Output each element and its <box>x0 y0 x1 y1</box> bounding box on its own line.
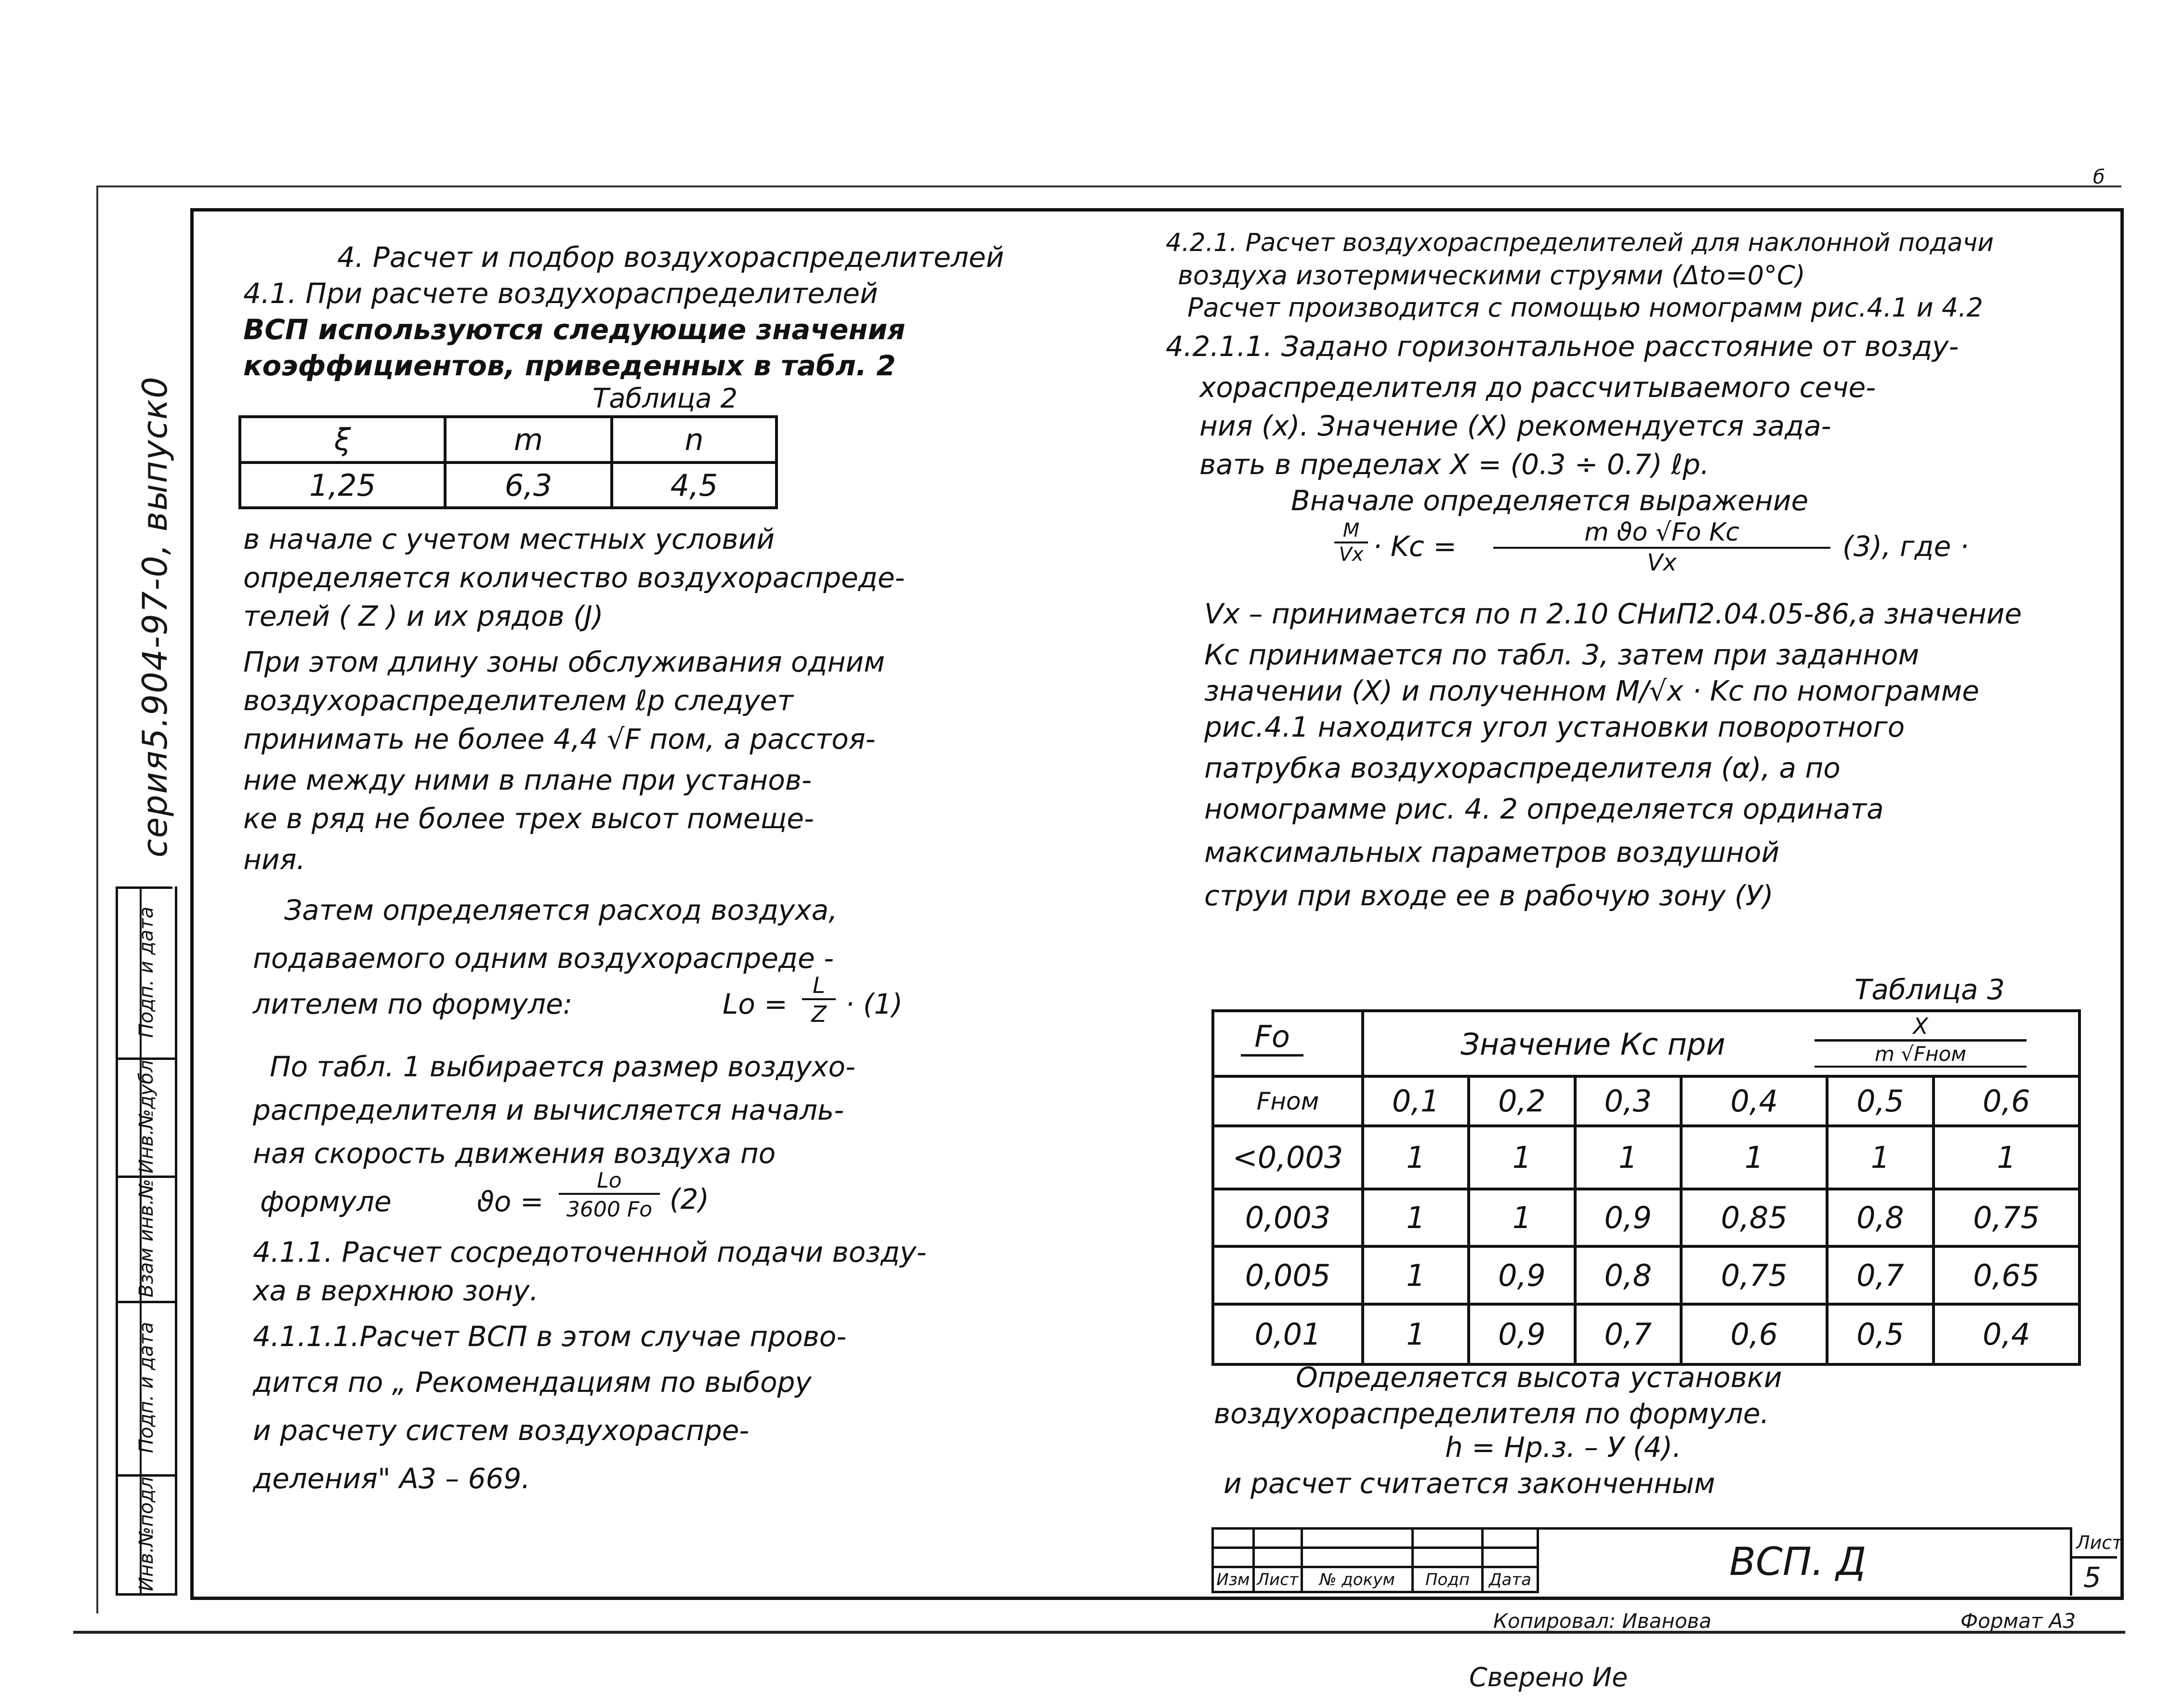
left-line-5: в начале с учетом местных условий <box>243 523 775 555</box>
table3-cell: 0,9 <box>1575 1189 1681 1247</box>
side-stamp-dup-no: Инв.№дубл <box>116 1057 177 1178</box>
table3-col-3: 0,3 <box>1575 1076 1681 1126</box>
left-line-6: определяется количество воздухораспреде- <box>243 561 905 594</box>
footer-format: Формат А3 <box>1960 1609 2076 1633</box>
table3-row-label: <0,003 <box>1213 1126 1363 1189</box>
right-line-3: Расчет производится с помощью номограмм рис.4.1 и 4.2 <box>1187 292 1983 323</box>
title-block-sheet-label: Лист <box>2076 1532 2123 1553</box>
right-line-1: 4.2.1. Расчет воздухораспределителей для наклонной подачи <box>1166 228 1994 257</box>
table2-header-m: m <box>445 417 612 463</box>
table3-cell: 1 <box>1575 1126 1681 1189</box>
table3-header-frac-den: m √Fном <box>1815 1042 2026 1068</box>
table2 <box>238 415 778 509</box>
table3-row-label: 0,01 <box>1213 1304 1363 1364</box>
table3-row-label: 0,005 <box>1213 1246 1363 1304</box>
right-line-10: Кс принимается по табл. 3, затем при заданном <box>1204 638 1920 671</box>
left-line-21: 4.1.1. Расчет сосредоточенной подачи возду- <box>253 1236 927 1269</box>
table3-header-frac-num: X <box>1815 1013 2026 1042</box>
right-line-2: воздуха изотермическими струями (Δtо=0°C) <box>1178 260 1805 291</box>
left-line-24: дится по „ Рекомендациям по выбору <box>253 1366 812 1399</box>
table3-cell: 0,65 <box>1934 1246 2079 1304</box>
right-line-14: номограмме рис. 4. 2 определяется ордината <box>1204 793 1884 825</box>
right-line-9: Vx – принимается по п 2.10 СНиП2.04.05-86,а значение <box>1204 597 2022 630</box>
table3-header <box>1363 1011 2079 1076</box>
formula3-lhs-denominator: Vx <box>1339 543 1364 566</box>
left-line-1: 4. Расчет и подбор воздухораспределителей <box>337 241 1004 274</box>
table3-cell: 0,7 <box>1827 1246 1933 1304</box>
formula2-numerator: Lо <box>559 1168 660 1195</box>
formula3-tag: (3), где · <box>1842 530 1969 563</box>
table3-corner-den: Fном <box>1213 1076 1363 1126</box>
right-line-12: рис.4.1 находится угол установки поворотного <box>1204 711 1905 743</box>
table2-header-n: n <box>612 417 776 463</box>
formula1-lhs: Lо = <box>723 988 788 1020</box>
table3-col-5: 0,5 <box>1827 1076 1933 1126</box>
right-line-17: Определяется высота установки <box>1296 1361 1782 1394</box>
table3-cell: 0,6 <box>1681 1304 1827 1364</box>
right-line-5: хораспределителя до рассчитываемого сече- <box>1199 371 1876 404</box>
formula1-denominator: Z <box>811 1001 827 1027</box>
left-line-15: подаваемого одним воздухораспреде - <box>253 942 834 975</box>
table-row <box>1213 1246 2079 1304</box>
table2-value-n: 4,5 <box>612 463 776 508</box>
formula1-numerator: L <box>802 972 836 1000</box>
table3-cell: 1 <box>1363 1304 1469 1364</box>
table3-cell: 0,7 <box>1575 1304 1681 1364</box>
left-line-2: 4.1. При расчете воздухораспределителей <box>243 277 878 310</box>
left-line-12: ке в ряд не более трех высот помеще- <box>243 802 814 835</box>
title-block-revisions <box>1211 1527 1539 1593</box>
left-line-13: ния. <box>243 843 305 876</box>
left-line-22: ха в верхнюю зону. <box>253 1274 539 1307</box>
right-line-8: Вначале определяется выражение <box>1291 484 1809 517</box>
left-line-20: формуле <box>260 1185 392 1218</box>
left-line-8: При этом длину зоны обслуживания одним <box>243 646 885 678</box>
right-line-20: и расчет считается законченным <box>1224 1467 1715 1500</box>
title-block-col-sign: Подп <box>1413 1567 1483 1592</box>
corner-mark: б <box>2093 166 2105 188</box>
table3-cell: 1 <box>1469 1189 1575 1247</box>
right-line-6: ния (x). Значение (X) рекомендуется зада- <box>1199 410 1831 442</box>
left-line-9: воздухораспределителем ℓр следует <box>243 684 794 717</box>
formula2-denominator: 3600 Fо <box>566 1197 653 1222</box>
table-row <box>1213 1304 2079 1364</box>
footer-copied-by: Копировал: Иванова <box>1493 1609 1712 1633</box>
left-line-17: По табл. 1 выбирается размер воздухо- <box>270 1050 855 1083</box>
table3-cell: 0,75 <box>1934 1189 2079 1247</box>
table2-caption: Таблица 2 <box>592 383 738 414</box>
left-line-11: ние между ними в плане при установ- <box>243 764 812 796</box>
table2-value-xi: 1,25 <box>240 463 445 508</box>
right-line-19: h = Hр.з. – У (4). <box>1445 1431 1682 1464</box>
formula2-lhs: ϑо = <box>477 1185 544 1218</box>
table3-cell: 0,8 <box>1827 1189 1933 1247</box>
formula1-tag: · (1) <box>845 988 903 1020</box>
left-line-7: телей ( Z ) и их рядов (J) <box>243 600 604 633</box>
side-stamp-orig-no: Инв.№подл <box>116 1474 177 1596</box>
table2-value-m: 6,3 <box>445 463 612 508</box>
table3-cell: 0,4 <box>1934 1304 2079 1364</box>
table-row <box>1213 1126 2079 1189</box>
formula3-numerator: m ϑо √Fо Kс <box>1493 518 1830 549</box>
table3-cell: 0,5 <box>1827 1304 1933 1364</box>
table3-cell: 0,9 <box>1469 1246 1575 1304</box>
bottom-rule <box>73 1631 2125 1634</box>
table3-cell: 0,9 <box>1469 1304 1575 1364</box>
table3-row-label: 0,003 <box>1213 1189 1363 1247</box>
table3-cell: 1 <box>1469 1126 1575 1189</box>
left-line-16: лителем по формуле: <box>253 988 573 1020</box>
left-line-26: деления" А3 – 669. <box>253 1462 530 1495</box>
right-line-15: максимальных параметров воздушной <box>1204 836 1780 869</box>
table3-cell: 1 <box>1681 1126 1827 1189</box>
title-block-col-change: Изм <box>1213 1567 1254 1592</box>
right-line-16: струи при входе ее в рабочую зону (У) <box>1204 879 1774 912</box>
right-line-4: 4.2.1.1. Задано горизонтальное расстояние от возду- <box>1166 330 1959 363</box>
table3 <box>1211 1009 2081 1366</box>
table3-col-4: 0,4 <box>1681 1076 1827 1126</box>
table3-cell: 1 <box>1827 1126 1933 1189</box>
title-block-col-sheet: Лист <box>1254 1567 1302 1592</box>
table3-cell: 0,75 <box>1681 1246 1827 1304</box>
left-line-10: принимать не более 4,4 √F пом, а расстоя- <box>243 723 876 755</box>
formula3-denominator: Vx <box>1647 549 1677 576</box>
left-line-19: ная скорость движения воздуха по <box>253 1137 776 1170</box>
title-block-sheet-divider <box>2070 1556 2117 1559</box>
table2-header-xi: ξ <box>240 417 445 463</box>
table3-caption: Таблица 3 <box>1855 973 2005 1006</box>
formula3-lhs-mul: · Kс = <box>1373 530 1457 563</box>
left-line-25: и расчету систем воздухораспре- <box>253 1414 750 1447</box>
side-stamp-sign-date-2: Подп. и дата <box>116 886 177 1060</box>
left-line-3: ВСП используются следующие значения <box>243 313 906 346</box>
title-block-sheet-number: 5 <box>2083 1561 2101 1594</box>
side-stamp-sign-date: Подп. и дата <box>116 1301 177 1477</box>
table3-cell: 0,85 <box>1681 1189 1827 1247</box>
footer-checked: Сверено Ие <box>1469 1662 1628 1692</box>
table3-col-2: 0,2 <box>1469 1076 1575 1126</box>
left-line-14: Затем определяется расход воздуха, <box>284 894 838 926</box>
table3-cell: 1 <box>1363 1189 1469 1247</box>
formula3-lhs-numerator: M <box>1334 519 1368 543</box>
title-block-code: ВСП. Д <box>1729 1539 1867 1584</box>
series-vertical-label: серия5.904-97-0, выпуск0 <box>135 376 175 858</box>
formula2-tag: (2) <box>670 1183 710 1216</box>
table3-cell: 0,8 <box>1575 1246 1681 1304</box>
table3-corner <box>1213 1011 1363 1076</box>
right-line-11: значении (X) и полученном M/√x · Kс по номограмме <box>1204 674 1979 707</box>
table3-cell: 1 <box>1934 1126 2079 1189</box>
left-line-18: распределителя и вычисляется началь- <box>253 1094 844 1126</box>
table3-cell: 1 <box>1363 1246 1469 1304</box>
table3-corner-num: Fо <box>1241 1019 1303 1057</box>
right-line-13: патрубка воздухораспределителя (α), а по <box>1204 752 1841 784</box>
table-row <box>1213 1189 2079 1247</box>
table3-cell: 1 <box>1363 1126 1469 1189</box>
title-block-col-docno: № докум <box>1302 1567 1413 1592</box>
right-line-18: воздухораспределителя по формуле. <box>1214 1397 1769 1430</box>
right-line-7: вать в пределах X = (0.3 ÷ 0.7) ℓр. <box>1199 448 1710 481</box>
table3-col-1: 0,1 <box>1363 1076 1469 1126</box>
left-line-4: коэффициентов, приведенных в табл. 2 <box>243 349 896 382</box>
left-line-23: 4.1.1.1.Расчет ВСП в этом случае прово- <box>253 1320 847 1353</box>
table3-col-6: 0,6 <box>1934 1076 2079 1126</box>
title-block-col-date: Дата <box>1483 1567 1538 1592</box>
side-stamp-replace-no: Взам инв.№ <box>116 1176 177 1303</box>
table3-header-text: Значение Кс при <box>1460 1027 1725 1062</box>
